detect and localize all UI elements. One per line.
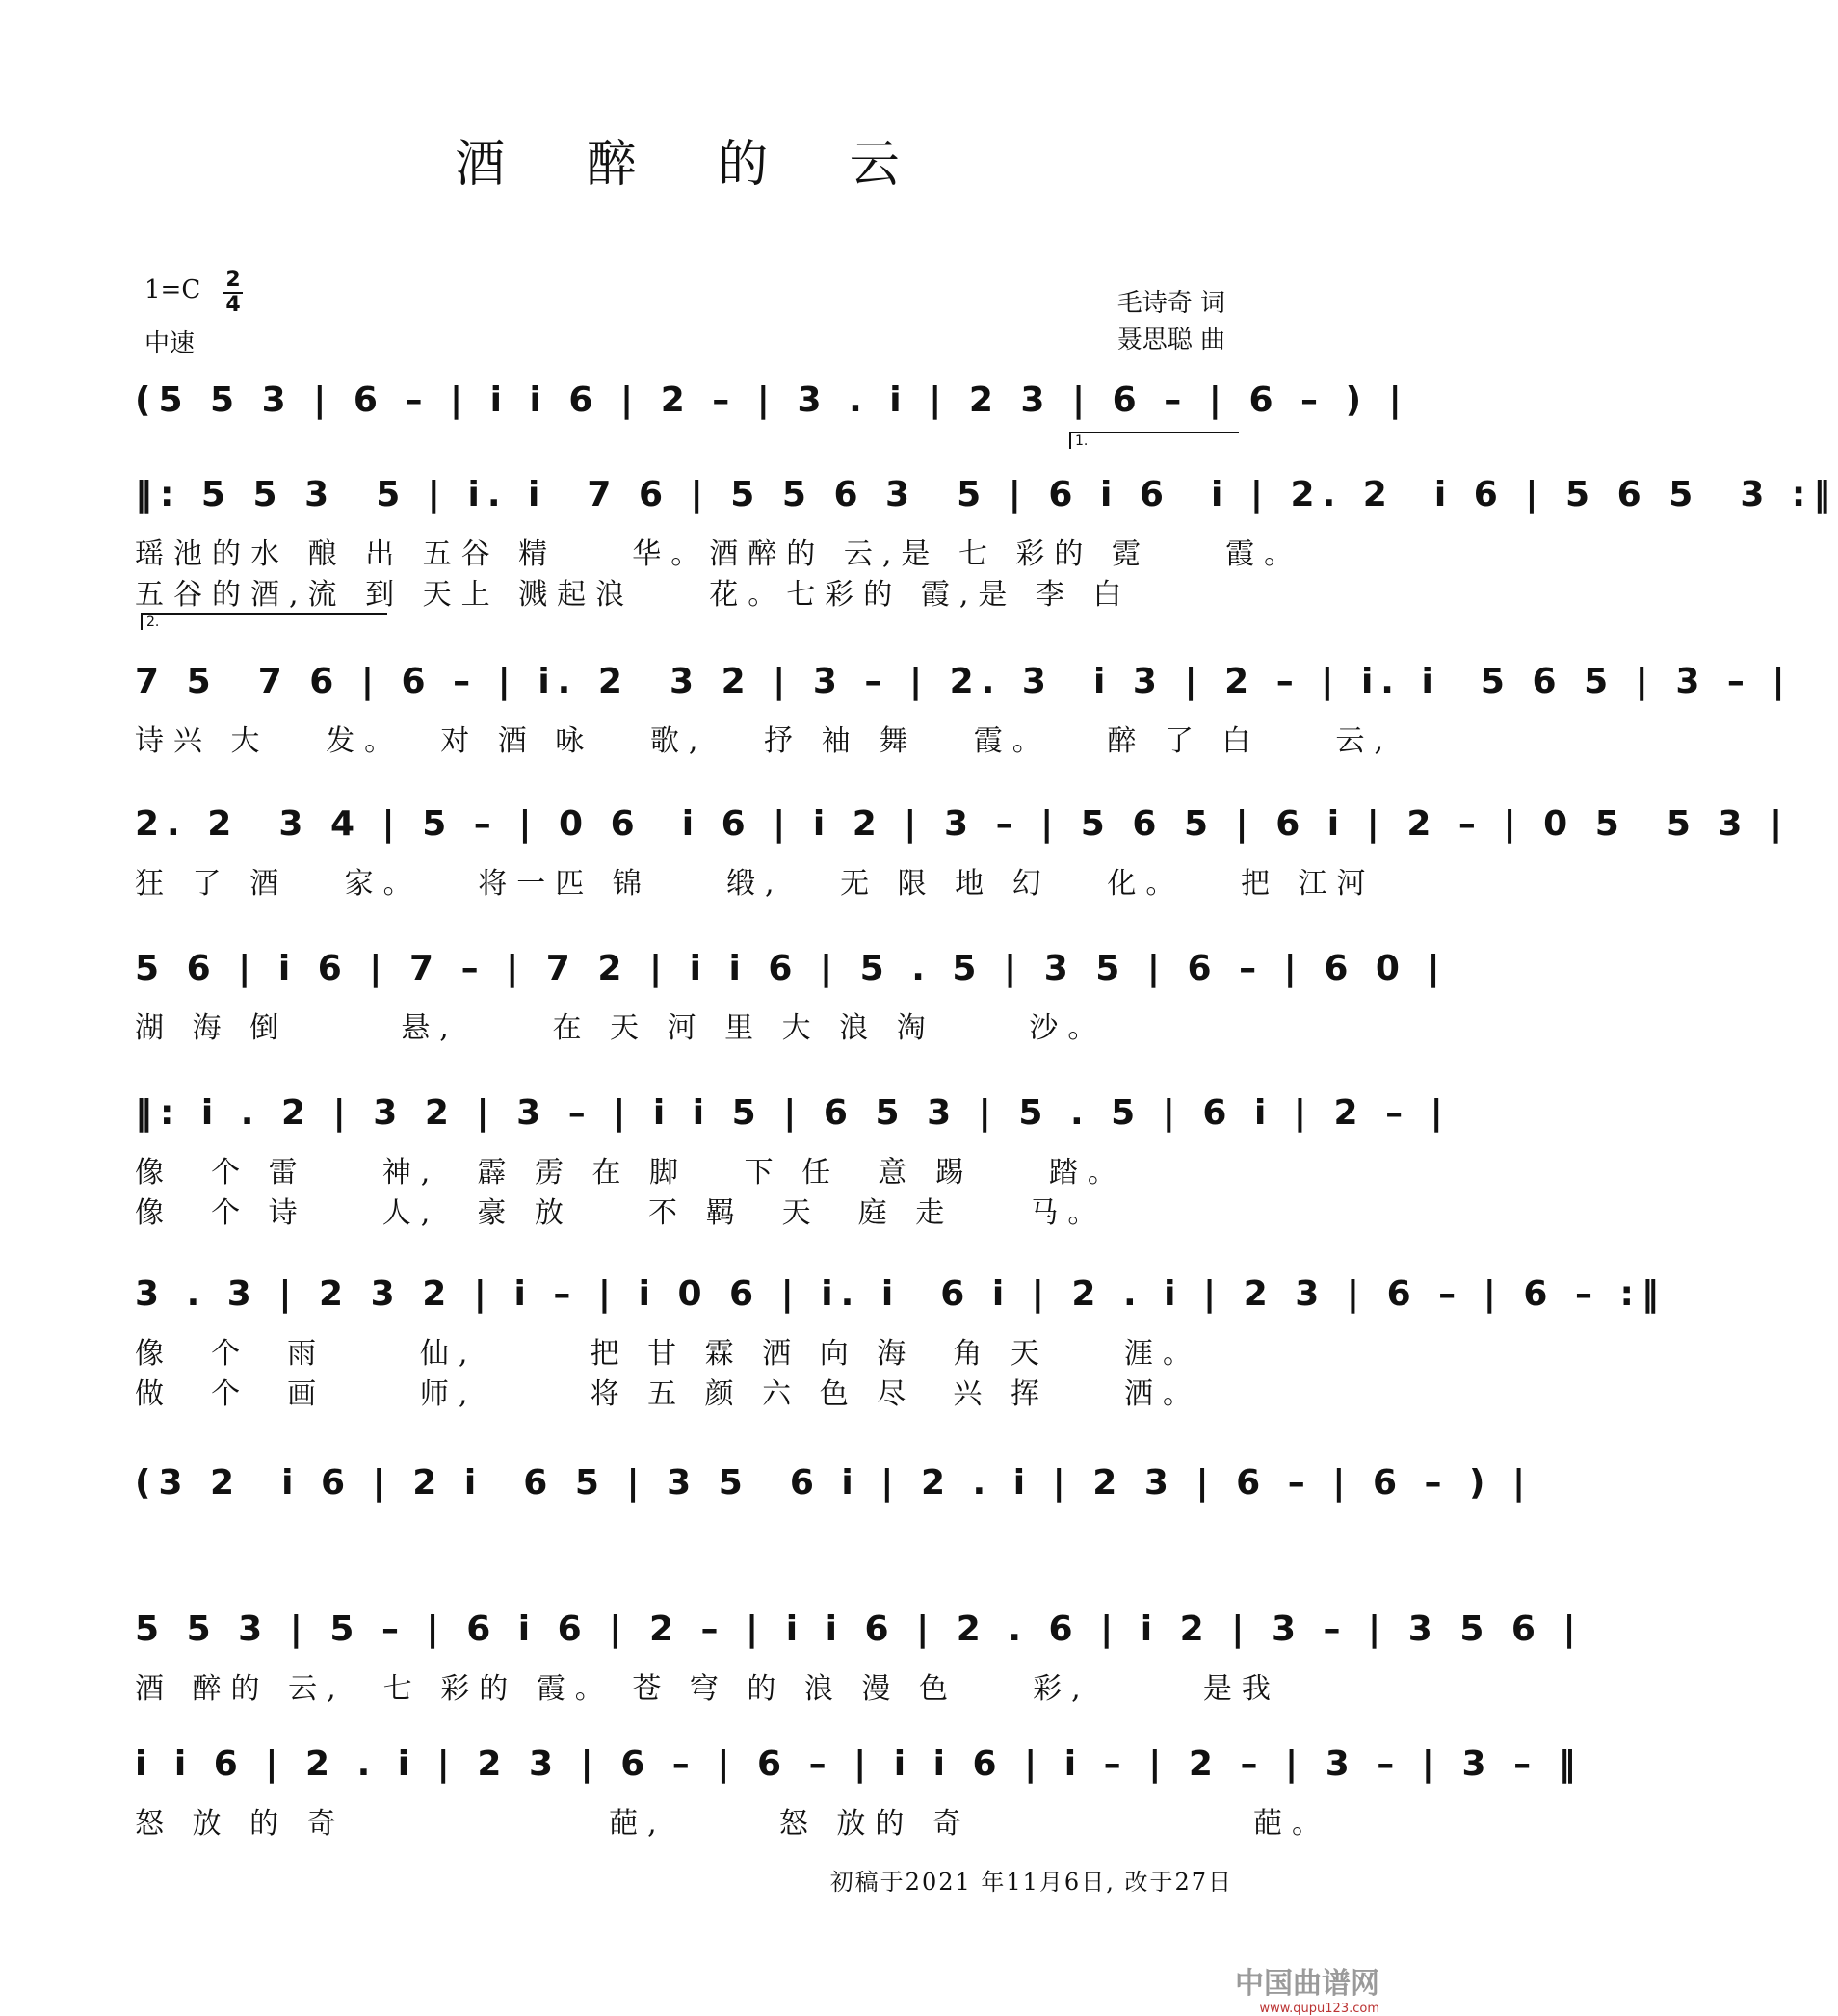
notation-line: ‖: i . 2 | 3 2 | 3 – | i i 5 | 6 5 3 | 5 . 5 | 6 i | 2 – | (135, 1093, 1451, 1133)
time-signature-top: 2 (225, 268, 241, 292)
notation-line: (5 5 3 | 6 – | i i 6 | 2 – | 3 . i | 2 3 | 6 – | 6 – ) | (135, 380, 1409, 420)
lyric-verse-2: 像 个 诗 人, 豪 放 不 羁 天 庭 走 马。 (135, 1196, 1107, 1230)
lyricist-credit: 毛诗奇 词 (1116, 289, 1225, 318)
tempo-marking: 中速 (144, 329, 196, 358)
score-line (135, 1454, 1534, 1570)
notation-line: ‖: 5 5 3 5 | i. i 7 6 | 5 5 6 3 5 | 6 i 6 i | 2. 2 i 6 | 5 6 5 3 :‖ (135, 475, 1838, 514)
notation-line: 3 . 3 | 2 3 2 | i – | i 0 6 | i. i 6 i | 2 . i | 2 3 | 6 – | 6 – :‖ (135, 1274, 1667, 1314)
volta-ending-2: 2. (141, 613, 387, 630)
lyric-verse-1: 像 个 雷 神, 霹 雳 在 脚 下 任 意 踢 踏。 (135, 1156, 1126, 1190)
composer-credit: 聂思聪 曲 (1116, 326, 1225, 354)
time-signature-bottom: 4 (225, 293, 241, 317)
score-line (135, 653, 1793, 769)
lyric-verse-1: 诗兴 大 发。 对 酒 咏 歌, 抒 袖 舞 霞。 醉 了 白 云, (135, 724, 1394, 758)
score-line (135, 940, 1448, 1056)
watermark-url: www.qupu123.com (1259, 2002, 1379, 2016)
page-title: 酒 醉 的 云 (455, 136, 932, 194)
score-line (135, 1601, 1584, 1716)
site-watermark (1235, 1959, 1379, 2016)
volta-ending-1: 1. (1069, 432, 1239, 449)
score-line (135, 1266, 1667, 1429)
score-line (135, 466, 1838, 630)
watermark-brand: 中国曲谱网 (1235, 1967, 1379, 2001)
notation-line: 2. 2 3 4 | 5 – | 0 6 i 6 | i 2 | 3 – | 5 6 5 | 6 i | 2 – | 0 5 5 3 | (135, 804, 1791, 844)
score-line (135, 796, 1791, 911)
key-signature: 1=C (144, 275, 201, 304)
score-line (135, 1085, 1451, 1248)
notation-line: i i 6 | 2 . i | 2 3 | 6 – | 6 – | i i 6 | i – | 2 – | 3 – | 3 – ‖ (135, 1744, 1584, 1784)
notation-line: 5 6 | i 6 | 7 – | 7 2 | i i 6 | 5 . 5 | 3 5 | 6 – | 6 0 | (135, 949, 1448, 988)
notation-line: 5 5 3 | 5 – | 6 i 6 | 2 – | i i 6 | 2 . 6 | i 2 | 3 – | 3 5 6 | (135, 1610, 1584, 1649)
lyric-verse-1: 怒 放 的 奇 葩, 怒 放的 奇 葩。 (135, 1807, 1330, 1841)
lyric-verse-2: 五谷的酒,流 到 天上 溅起浪 花。七彩的 霞,是 李 白 (135, 578, 1132, 612)
lyric-verse-1: 狂 了 酒 家。 将一匹 锦 缎, 无 限 地 幻 化。 把 江河 (135, 867, 1376, 901)
time-signature (223, 270, 243, 316)
lyric-verse-2: 做 个 画 师, 将 五 颜 六 色 尽 兴 挥 洒。 (135, 1377, 1202, 1411)
score-line (135, 1736, 1584, 1851)
lyric-verse-1: 瑶池的水 酿 出 五谷 精 华。酒醉的 云,是 七 彩的 霓 霞。 (135, 537, 1303, 571)
lyric-verse-1: 湖 海 倒 悬, 在 天 河 里 大 浪 淘 沙。 (135, 1011, 1107, 1045)
draft-date-note: 初稿于2021 年11月6日, 改于27日 (829, 1869, 1233, 1896)
notation-line: 7 5 7 6 | 6 – | i. 2 3 2 | 3 – | 2. 3 i 3 | 2 – | i. i 5 6 5 | 3 – | (135, 662, 1793, 701)
lyric-verse-1: 酒 醉的 云, 七 彩的 霞。 苍 穹 的 浪 漫 色 彩, 是我 (135, 1672, 1280, 1706)
lyric-verse-1: 像 个 雨 仙, 把 甘 霖 洒 向 海 角 天 涯。 (135, 1337, 1202, 1371)
notation-line: (3 2 i 6 | 2 i 6 5 | 3 5 6 i | 2 . i | 2 3 | 6 – | 6 – ) | (135, 1463, 1534, 1503)
